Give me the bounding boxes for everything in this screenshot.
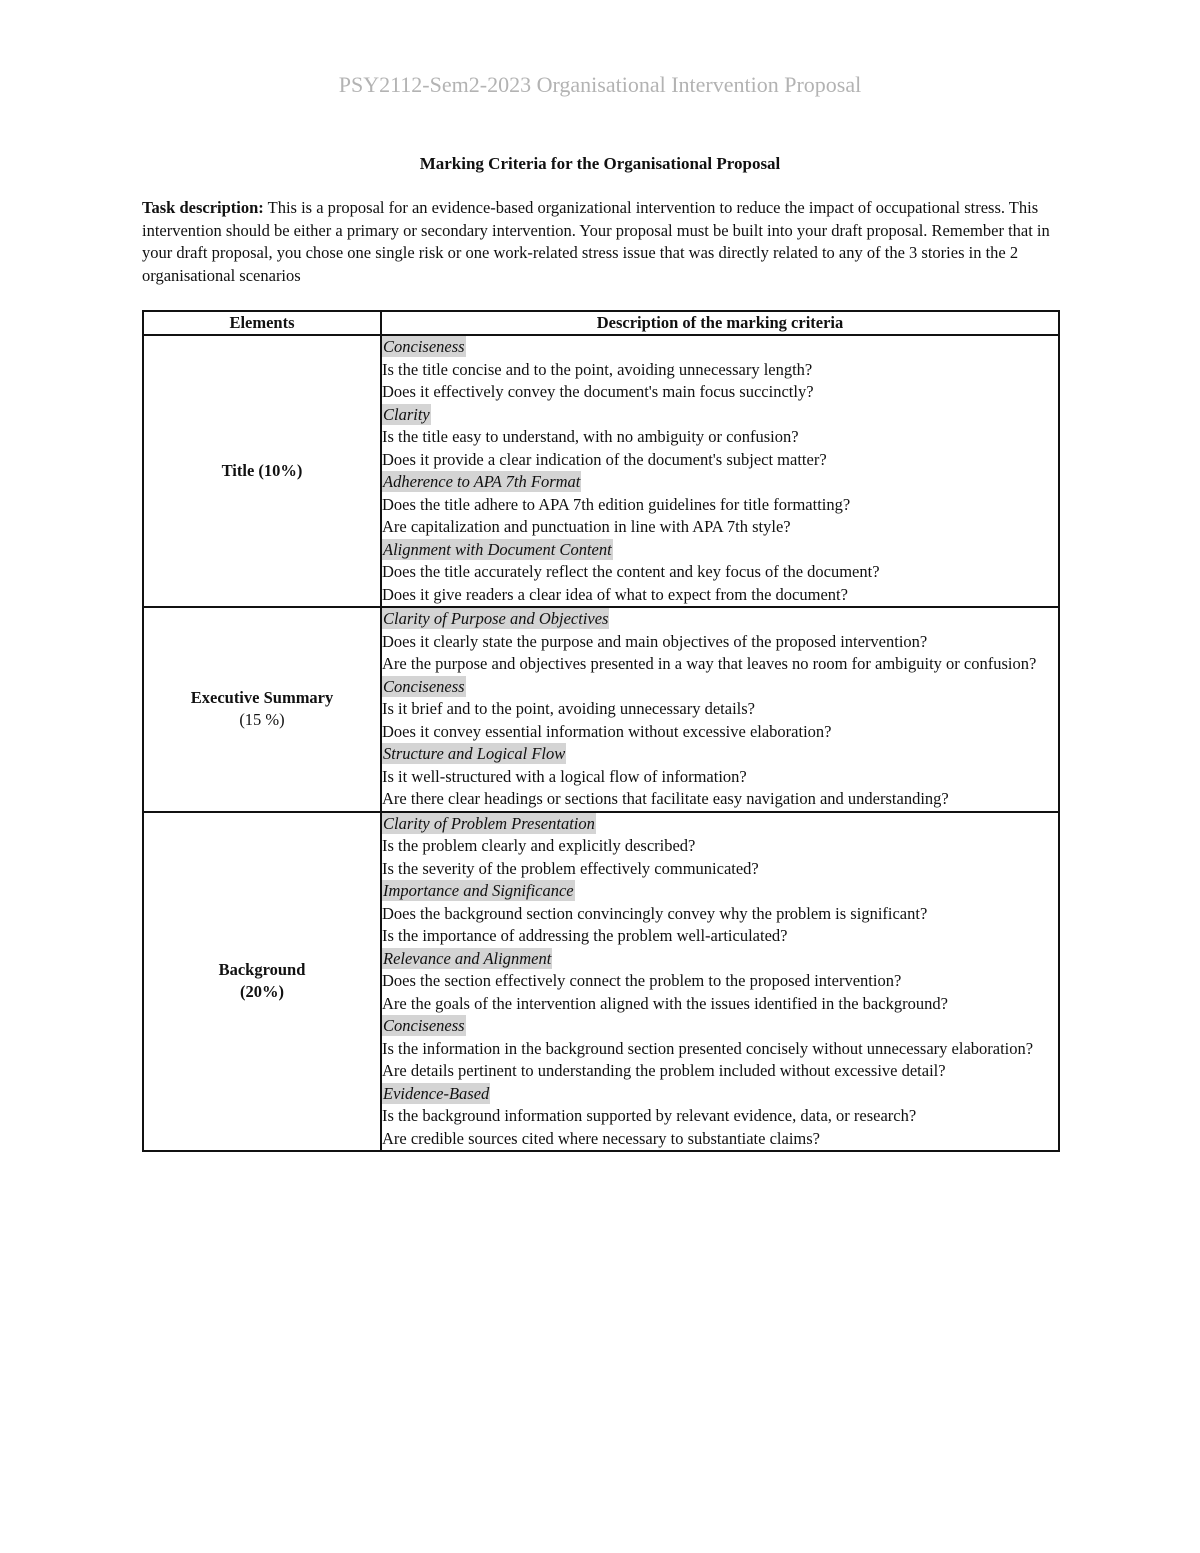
criterion-question: Is the title concise and to the point, avoiding unnecessary length?	[382, 359, 813, 379]
criterion-question: Is the title easy to understand, with no ambiguity or confusion?	[382, 427, 799, 446]
criterion-question: Does it provide a clear indication of the document's subject matter?	[382, 449, 827, 469]
element-cell	[143, 335, 381, 607]
criteria-cell	[381, 335, 1059, 607]
criterion-heading: Adherence to APA 7th Format	[383, 472, 581, 491]
criterion-heading: Clarity of Problem Presentation	[383, 813, 595, 833]
criterion-question: Is the problem clearly and explicitly described?	[382, 836, 696, 855]
criterion-heading: Conciseness	[383, 676, 465, 696]
criteria-cell	[381, 607, 1059, 812]
column-header-description: Description of the marking criteria	[381, 311, 1059, 335]
criterion-question: Are credible sources cited where necessary to substantiate claims?	[382, 1128, 820, 1148]
criterion-heading: Structure and Logical Flow	[383, 744, 566, 763]
criterion-heading: Alignment with Document Content	[383, 539, 612, 559]
task-description-text: This is a proposal for an evidence-based organizational intervention to reduce the impact of occupational stress. This intervention should be either a primary or secondary intervention. Your proposal must be built into your draft proposal. Remember that in your draft proposal, you chose one single risk or one work-related stress issue that was directly related to any of the 3 stories in the 2 organisational scenarios	[142, 198, 1050, 285]
criterion-question: Is the information in the background section presented concisely without unnecessary elaboration?	[382, 1038, 1034, 1058]
criterion-heading: Importance and Significance	[383, 881, 574, 900]
element-weight: (15 %)	[239, 710, 285, 730]
element-cell	[143, 812, 381, 1152]
table-row	[143, 335, 1059, 607]
criterion-heading: Relevance and Alignment	[383, 948, 552, 968]
criterion-heading: Evidence-Based	[383, 1083, 490, 1103]
page-header: PSY2112-Sem2-2023 Organisational Intervention Proposal	[338, 72, 862, 97]
criterion-question: Is the importance of addressing the problem well-articulated?	[382, 926, 788, 945]
element-weight: (20%)	[240, 982, 284, 1002]
criterion-question: Does it clearly state the purpose and main objectives of the proposed intervention?	[382, 631, 928, 651]
criteria-cell	[381, 812, 1059, 1152]
criterion-heading: Conciseness	[383, 1016, 465, 1035]
criterion-question: Are details pertinent to understanding the problem included without excessive detail?	[382, 1061, 946, 1080]
criterion-question: Is it well-structured with a logical flow of information?	[382, 766, 747, 786]
element-name: Title	[221, 460, 255, 480]
element-name: Executive Summary	[190, 687, 334, 707]
criterion-question: Does it give readers a clear idea of what to expect from the document?	[382, 584, 848, 604]
criterion-question: Does the title adhere to APA 7th edition guidelines for title formatting?	[382, 494, 851, 514]
document-title: Marking Criteria for the Organisational Proposal	[419, 154, 781, 173]
table-header-row	[143, 311, 1059, 335]
table-row	[143, 812, 1059, 1152]
task-description-label: Task description:	[142, 198, 264, 217]
criterion-heading: Conciseness	[383, 337, 465, 356]
criterion-question: Does it convey essential information without excessive elaboration?	[382, 721, 832, 741]
criterion-question: Is the severity of the problem effectively communicated?	[382, 858, 759, 878]
criterion-question: Is it brief and to the point, avoiding unnecessary details?	[382, 699, 755, 718]
criterion-question: Does the background section convincingly convey why the problem is significant?	[382, 903, 928, 923]
column-header-elements: Elements	[143, 311, 381, 335]
element-cell	[143, 607, 381, 812]
criterion-question: Are the purpose and objectives presented in a way that leaves no room for ambiguity or confusion?	[382, 654, 1037, 673]
criterion-question: Are the goals of the intervention aligned with the issues identified in the background?	[382, 993, 948, 1013]
criterion-question: Does the title accurately reflect the content and key focus of the document?	[382, 562, 880, 581]
table-row	[143, 607, 1059, 812]
element-name: Background	[218, 959, 306, 979]
task-description	[142, 197, 1060, 287]
criterion-question: Does the section effectively connect the problem to the proposed intervention?	[382, 971, 902, 990]
criterion-heading: Clarity of Purpose and Objectives	[383, 609, 609, 628]
criterion-question: Are capitalization and punctuation in line with APA 7th style?	[382, 517, 791, 536]
marking-criteria-table	[142, 310, 1060, 1152]
criterion-heading: Clarity	[383, 404, 430, 424]
criterion-question: Does it effectively convey the document's main focus succinctly?	[382, 382, 814, 401]
criterion-question: Are there clear headings or sections that facilitate easy navigation and understanding?	[382, 789, 949, 808]
element-weight: (10%)	[258, 460, 303, 480]
criterion-question: Is the background information supported by relevant evidence, data, or research?	[382, 1106, 917, 1125]
